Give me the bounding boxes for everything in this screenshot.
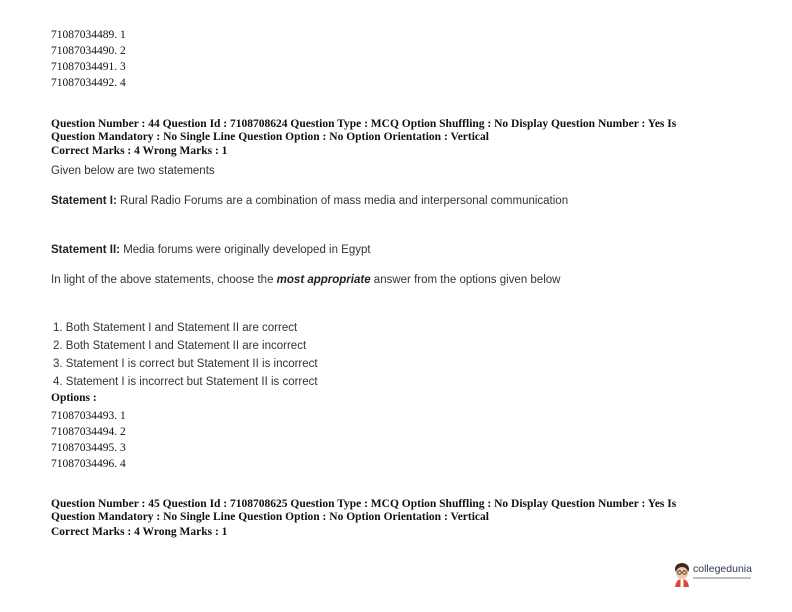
- statement-2-label: Statement II:: [51, 244, 121, 256]
- question-header-line: Question Mandatory : No Single Line Question Option : No Option Orientation : Vertical: [51, 131, 489, 143]
- answer-choices: [53, 319, 318, 391]
- answer-choice: 3. Statement I is correct but Statement II is incorrect: [53, 358, 318, 370]
- mascot-icon: [672, 561, 692, 587]
- statement-1: [51, 192, 571, 210]
- option-id: 71087034491. 3: [51, 61, 126, 73]
- option-id: 71087034489. 1: [51, 29, 126, 41]
- statement-1-text: Rural Radio Forums are a combination of mass media and interpersonal communication: [116, 195, 569, 207]
- question-44-header: [51, 118, 721, 144]
- instruction: [51, 271, 571, 289]
- question-header-line: Question Number : 45 Question Id : 7108708625 Question Type : MCQ Option Shuffling : No Display Question Number : Yes Is: [51, 498, 677, 510]
- statement-1-label: Statement I:: [51, 195, 117, 207]
- instruction-post: answer from the options given below: [370, 274, 561, 286]
- logo-wordmark: collegedunia: [693, 563, 752, 575]
- option-id: 71087034493. 1: [51, 410, 126, 422]
- option-id: 71087034495. 3: [51, 442, 126, 454]
- answer-choice: 1. Both Statement I and Statement II are correct: [53, 322, 298, 334]
- instruction-pre: In light of the above statements, choose the: [51, 274, 277, 286]
- option-ids: [51, 408, 126, 472]
- collegedunia-logo: [672, 561, 762, 589]
- option-id: 71087034494. 2: [51, 426, 126, 438]
- statement-2: [51, 241, 571, 259]
- option-id: 71087034490. 2: [51, 45, 126, 57]
- question-44-marks: Correct Marks : 4 Wrong Marks : 1: [51, 145, 228, 157]
- answer-choice: 2. Both Statement I and Statement II are incorrect: [53, 340, 307, 352]
- option-id: 71087034492. 4: [51, 77, 126, 89]
- question-header-line: Question Mandatory : No Single Line Question Option : No Option Orientation : Vertical: [51, 511, 489, 523]
- answer-choice: 4. Statement I is incorrect but Statement II is correct: [53, 376, 318, 388]
- instruction-emphasis: most appropriate: [276, 274, 371, 286]
- statement-2-text: Media forums were originally developed in Egypt: [120, 244, 371, 256]
- options-label: Options :: [51, 392, 97, 404]
- logo-tagline-bar: [693, 577, 751, 579]
- question-header-line: Question Number : 44 Question Id : 7108708624 Question Type : MCQ Option Shuffling : No Display Question Number : Yes Is: [51, 118, 677, 130]
- option-id: 71087034496. 4: [51, 458, 126, 470]
- question-intro: Given below are two statements: [51, 165, 215, 177]
- question-45-marks: Correct Marks : 4 Wrong Marks : 1: [51, 526, 228, 538]
- previous-option-ids: [51, 27, 126, 91]
- question-45-header: [51, 498, 721, 524]
